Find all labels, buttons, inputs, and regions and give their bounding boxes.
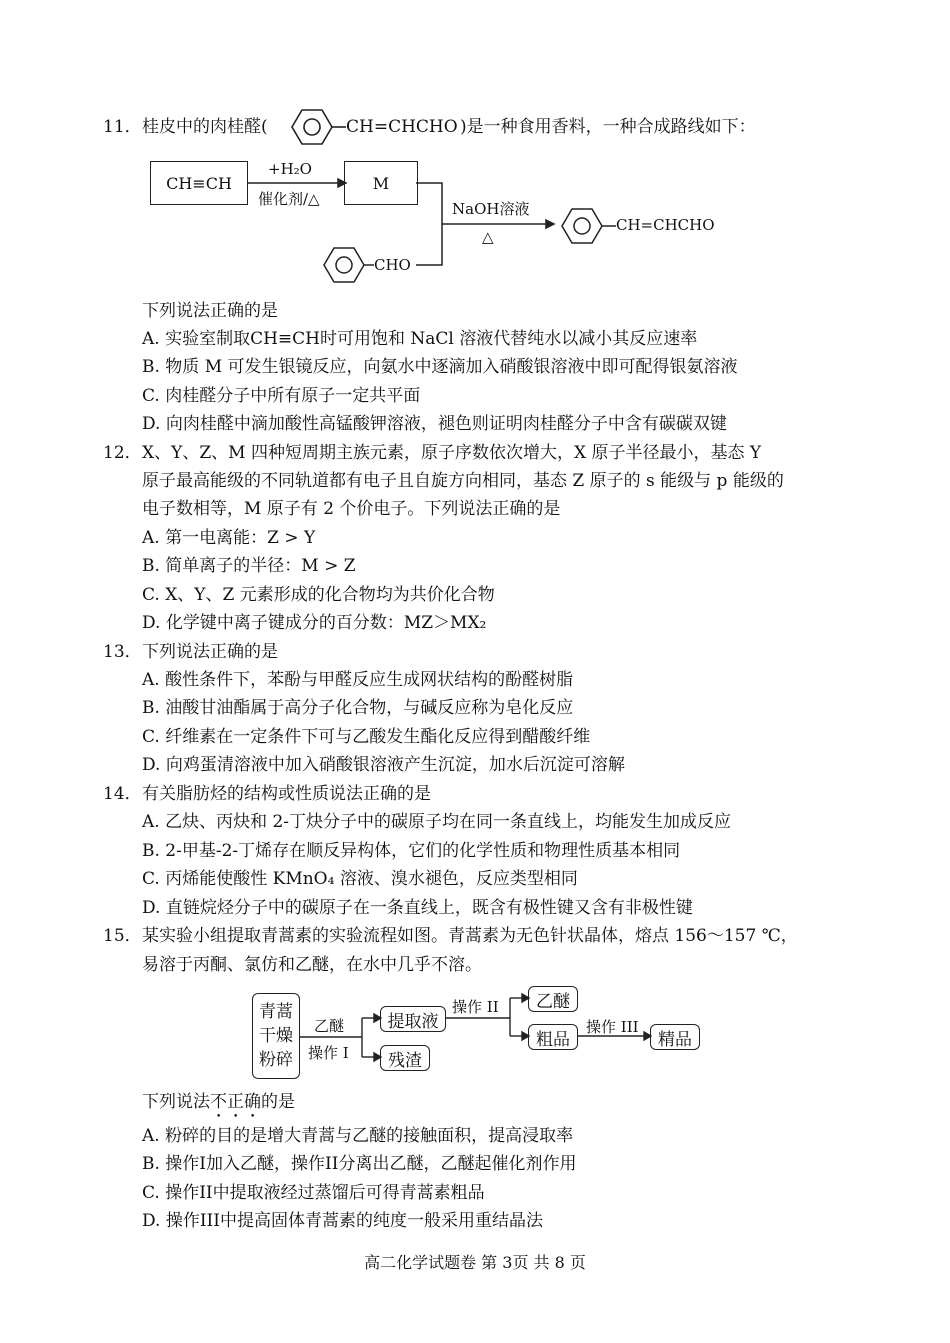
- q13-option-a: A. 酸性条件下，苯酚与甲醛反应生成网状结构的酚醛树脂: [142, 670, 574, 690]
- scheme-product-label: CH=CHCHO: [616, 216, 715, 234]
- q15-option-b: B. 操作I加入乙醚，操作II分离出乙醚，乙醚起催化剂作用: [142, 1154, 577, 1174]
- flow-label-op3: 操作 III: [586, 1018, 639, 1036]
- q14-option-c: C. 丙烯能使酸性 KMnO₄ 溶液、溴水褪色，反应类型相同: [142, 869, 578, 889]
- scheme-intermediate-box: M: [344, 161, 418, 205]
- q11-intro-post: )是一种食用香料，一种合成路线如下：: [460, 117, 756, 137]
- q14-stem: 有关脂肪烃的结构或性质说法正确的是: [142, 784, 431, 804]
- flow-extract-box: 提取液: [380, 1006, 446, 1032]
- flow-residue-box: 残渣: [380, 1045, 430, 1071]
- flow-label-op1: 操作 I: [308, 1044, 349, 1062]
- q15-stem-post: 的是: [261, 1092, 295, 1112]
- flow-label-ether: 乙醚: [314, 1017, 345, 1035]
- q14-option-a: A. 乙炔、丙炔和 2-丁炔分子中的碳原子均在同一条直线上，均能发生加成反应: [142, 812, 732, 832]
- q13-option-c: C. 纤维素在一定条件下可与乙酸发生酯化反应得到醋酸纤维: [142, 727, 591, 747]
- flow-crude-box: 粗品: [528, 1024, 578, 1050]
- q11-option-b: B. 物质 M 可发生银镜反应，向氨水中逐滴加入硝酸银溶液中即可配得银氨溶液: [142, 357, 738, 377]
- q15-option-c: C. 操作II中提取液经过蒸馏后可得青蒿素粗品: [142, 1183, 485, 1203]
- q12-line-2: 原子最高能级的不同轨道都有电子且自旋方向相同，基态 Z 原子的 s 能级与 p 能级的: [142, 471, 784, 491]
- scheme-benzaldehyde-label: CHO: [374, 256, 411, 274]
- q13-option-b: B. 油酸甘油酯属于高分子化合物，与碱反应称为皂化反应: [142, 698, 574, 718]
- scheme-start-box: CH≡CH: [150, 161, 248, 205]
- scheme-reagent-top: +H₂O: [268, 160, 312, 178]
- q12-line-3: 电子数相等，M 原子有 2 个价电子。下列说法正确的是: [142, 499, 561, 519]
- flow-pure-box: 精品: [650, 1024, 700, 1050]
- q15-stem-emphasis: 不正确: [210, 1092, 261, 1112]
- q13-option-d: D. 向鸡蛋清溶液中加入硝酸银溶液产生沉淀，加水后沉淀可溶解: [142, 755, 625, 775]
- q12-option-c: C. X、Y、Z 元素形成的化合物均为共价化合物: [142, 585, 495, 605]
- q14-number: 14．: [103, 784, 142, 804]
- q13-number: 13．: [103, 642, 142, 662]
- q15-line-2: 易溶于丙酮、氯仿和乙醚，在水中几乎不溶。: [142, 955, 482, 975]
- q15-line-1: 某实验小组提取青蒿素的实验流程如图。青蒿素为无色针状晶体，熔点 156～157 ℃，: [142, 926, 798, 946]
- q11-option-d: D. 向肉桂醛中滴加酸性高锰酸钾溶液，褪色则证明肉桂醛分子中含有碳碳双键: [142, 414, 727, 434]
- q13-stem: 下列说法正确的是: [142, 642, 278, 662]
- q15-stem-pre: 下列说法: [142, 1092, 210, 1112]
- scheme-naoh-bottom: △: [482, 228, 494, 246]
- q11-stem: 下列说法正确的是: [142, 301, 278, 321]
- q11-option-c: C. 肉桂醛分子中所有原子一定共平面: [142, 386, 421, 406]
- q14-option-b: B. 2-甲基-2-丁烯存在顺反异构体，它们的化学性质和物理性质基本相同: [142, 841, 681, 861]
- q12-option-d: D. 化学键中离子键成分的百分数：MZ＞MX₂: [142, 613, 487, 633]
- flow-label-op2: 操作 II: [452, 998, 499, 1016]
- q11-intro-pre: 桂皮中的肉桂醛(: [142, 117, 268, 137]
- q15-option-d: D. 操作III中提高固体青蒿素的纯度一般采用重结晶法: [142, 1211, 543, 1231]
- flow-start-line-2: 干燥: [259, 1026, 293, 1046]
- flow-start-box: [252, 993, 300, 1079]
- flow-ether-box: 乙醚: [528, 986, 578, 1012]
- q15-stem: [142, 1091, 295, 1122]
- q12-number: 12．: [103, 443, 142, 463]
- flow-start-line-1: 青蒿: [259, 1002, 293, 1022]
- q12-line-1: X、Y、Z、M 四种短周期主族元素，原子序数依次增大，X 原子半径最小，基态 Y: [142, 443, 762, 463]
- q12-option-a: A. 第一电离能：Z > Y: [142, 528, 316, 548]
- scheme-naoh-top: NaOH溶液: [452, 200, 530, 218]
- q12-option-b: B. 简单离子的半径：M > Z: [142, 556, 356, 576]
- q11-number: 11．: [103, 117, 142, 137]
- page-footer: 高二化学试题卷 第 3页 共 8 页: [364, 1253, 586, 1272]
- flow-start-line-3: 粉碎: [259, 1050, 293, 1070]
- q15-option-a: A. 粉碎的目的是增大青蒿与乙醚的接触面积，提高浸取率: [142, 1126, 574, 1146]
- scheme-reagent-bottom: 催化剂/△: [258, 190, 320, 208]
- q11-option-a: A. 实验室制取CH≡CH时可用饱和 NaCl 溶液代替纯水以减小其反应速率: [142, 329, 698, 349]
- q14-option-d: D. 直链烷烃分子中的碳原子在一条直线上，既含有极性键又含有非极性键: [142, 898, 693, 918]
- q11-intro-formula: CH=CHCHO: [346, 117, 458, 137]
- q15-number: 15．: [103, 926, 142, 946]
